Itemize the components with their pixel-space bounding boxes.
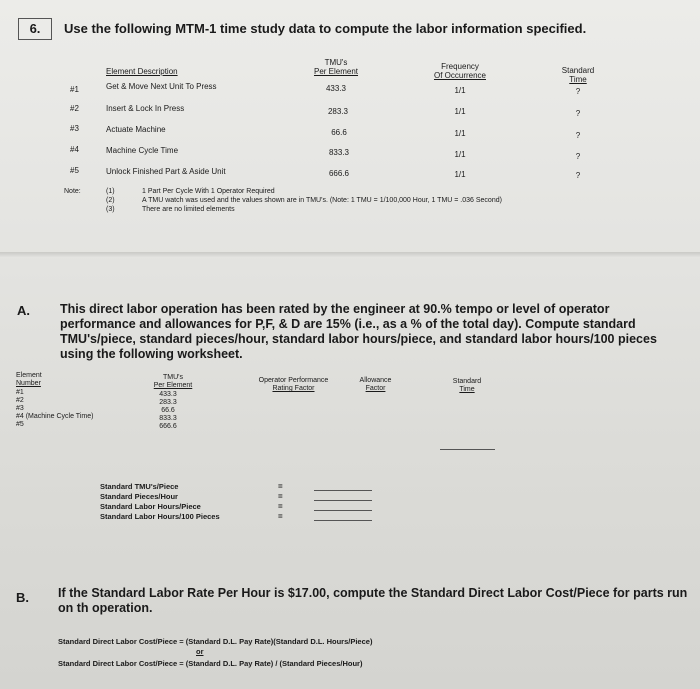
ws-tmu-2: 283.3 [159, 399, 177, 406]
row-2-desc: Insert & Lock In Press [106, 104, 185, 113]
row-5-freq: 1/1 [454, 170, 466, 179]
row-4-freq: 1/1 [454, 150, 466, 159]
ws-header-standard-time: Standard Time [452, 378, 482, 393]
ws-header-element: Element Number [16, 372, 42, 387]
row-1-tmu: 433.3 [325, 84, 347, 93]
ws-element-1: #1 [16, 389, 24, 396]
formula-or: or [196, 647, 204, 656]
note-1: (1) 1 Part Per Cycle With 1 Operator Required [106, 188, 275, 195]
row-5-id: #5 [70, 166, 79, 175]
ws-tmu-list [143, 391, 193, 431]
row-3-std: ? [575, 131, 581, 140]
std-pieces-blank[interactable] [314, 500, 372, 501]
part-a-text: This direct labor operation has been rated by the engineer at 90.% tempo or level of operator performance and allowances for P,F, & D are 15% (i.e., as a % of the total day). Compute standard TMU's/piece, standard pieces/hour, standard labor hours/piece, and standard labor hours/100 pieces using the following worksheet. [60, 302, 657, 361]
std-hours-100-blank[interactable] [314, 520, 372, 521]
row-3-desc: Actuate Machine [106, 125, 166, 134]
row-2-id: #2 [70, 104, 79, 113]
row-5-tmu: 666.6 [328, 169, 350, 178]
row-4-std: ? [575, 152, 581, 161]
part-b-letter: B. [16, 590, 29, 605]
std-pieces-label: Standard Pieces/Hour [100, 492, 178, 501]
results-equals: = = = = [278, 482, 283, 521]
std-tmu-blank[interactable] [314, 490, 372, 491]
header-tmu: TMU's Per Element [313, 58, 359, 76]
row-3-tmu: 66.6 [331, 128, 347, 137]
results-labels [100, 482, 220, 522]
ws-element-3: #3 [16, 405, 24, 412]
question-number: 6. [18, 18, 52, 40]
header-frequency: Frequency Of Occurrence [433, 62, 486, 80]
ws-element-5: #5 [16, 421, 24, 428]
row-2-std: ? [575, 109, 581, 118]
row-1-desc: Get & Move Next Unit To Press [106, 82, 217, 91]
header-standard-time: Standard Time [561, 66, 595, 84]
std-hours-piece-label: Standard Labor Hours/Piece [100, 502, 201, 511]
question-title: Use the following MTM-1 time study data to compute the labor information specified. [64, 21, 587, 36]
ws-tmu-5: 666.6 [159, 423, 177, 430]
formula-1: Standard Direct Labor Cost/Piece = (Standard D.L. Pay Rate)(Standard D.L. Hours/Piece) [58, 637, 373, 646]
row-4-desc: Machine Cycle Time [106, 146, 179, 155]
row-4-tmu: 833.3 [328, 148, 350, 157]
ws-header-rating: Operator Performance Rating Factor [258, 377, 329, 392]
page-divider [0, 252, 700, 258]
note-3: (3) There are no limited elements [106, 206, 235, 213]
row-2-freq: 1/1 [454, 107, 466, 116]
row-5-desc: Unlock Finished Part & Aside Unit [106, 167, 226, 176]
std-tmu-label: Standard TMU's/Piece [100, 482, 179, 491]
ws-element-2: #2 [16, 397, 24, 404]
row-3-freq: 1/1 [454, 129, 466, 138]
ws-element-4: #4 (Machine Cycle Time) [16, 413, 94, 420]
row-3-id: #3 [70, 124, 79, 133]
header-element-description: Element Description [106, 67, 178, 76]
ws-element-list [16, 389, 93, 429]
formula-2: Standard Direct Labor Cost/Piece = (Standard D.L. Pay Rate) / (Standard Pieces/Hour) [58, 659, 363, 668]
std-hours-piece-blank[interactable] [314, 510, 372, 511]
row-1-std: ? [575, 87, 581, 96]
note-2: (2) A TMU watch was used and the values shown are in TMU's. (Note: 1 TMU = 1/100,000 Hour, 1 TMU = .036 Second) [106, 197, 502, 204]
ws-tmu-3: 66.6 [161, 407, 175, 414]
ws-standard-time-blank[interactable] [440, 449, 495, 450]
ws-header-tmu: TMU's Per Element [153, 374, 193, 389]
ws-header-allowance: Allowance Factor [359, 377, 392, 392]
std-hours-100-label: Standard Labor Hours/100 Pieces [100, 512, 220, 521]
row-4-id: #4 [70, 145, 79, 154]
note-label: Note: [64, 188, 81, 195]
part-a-letter: A. [17, 303, 30, 318]
part-b-text: If the Standard Labor Rate Per Hour is $17.00, compute the Standard Direct Labor Cost/Piece for parts run on th operation. [58, 586, 688, 615]
ws-tmu-1: 433.3 [159, 391, 177, 398]
ws-tmu-4: 833.3 [159, 415, 177, 422]
row-2-tmu: 283.3 [327, 107, 349, 116]
row-1-freq: 1/1 [454, 86, 466, 95]
row-5-std: ? [575, 171, 581, 180]
row-1-id: #1 [70, 85, 79, 94]
